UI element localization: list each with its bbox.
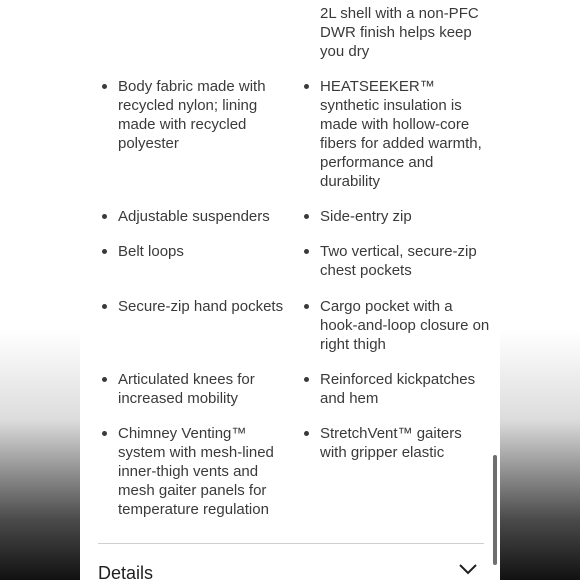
- feature-item-continued: [320, 4, 490, 61]
- feature-item-chimney-venting: [118, 424, 278, 519]
- bullet-icon: [304, 377, 309, 382]
- section-divider: [98, 543, 484, 544]
- background-edge-left: [0, 0, 80, 580]
- feature-item-cargo-pocket: [320, 297, 490, 354]
- details-accordion-label[interactable]: Details: [98, 563, 154, 583]
- feature-text: Articulated knees for increased mobility: [118, 371, 255, 407]
- bullet-icon: [304, 431, 309, 436]
- feature-text: Two vertical, secure-zip chest pockets: [320, 243, 477, 279]
- bullet-icon: [102, 377, 107, 382]
- feature-text: Belt loops: [118, 243, 184, 260]
- feature-text: Reinforced kickpatches and hem: [320, 371, 476, 407]
- feature-text: HEATSEEKER™ synthetic insulation is made with hollow-core fibers for added warmth, performance and durability: [320, 78, 482, 190]
- feature-item-kickpatches: [320, 370, 485, 408]
- feature-text: StretchVent™ gaiters with gripper elastic: [320, 425, 462, 461]
- bullet-icon: [102, 304, 107, 309]
- feature-item-stretchvent: [320, 424, 490, 462]
- bullet-icon: [304, 304, 309, 309]
- feature-text: Side-entry zip: [320, 208, 412, 225]
- background-edge-right: [500, 0, 580, 580]
- bullet-icon: [102, 431, 107, 436]
- feature-item-hand-pockets: [118, 297, 298, 316]
- bullet-icon: [304, 84, 309, 89]
- feature-item-heatseeker: [320, 77, 485, 191]
- feature-item-suspenders: [118, 207, 298, 226]
- feature-text: Adjustable suspenders: [118, 208, 270, 225]
- bullet-icon: [102, 84, 107, 89]
- chevron-down-icon[interactable]: [458, 562, 478, 576]
- feature-text: Secure-zip hand pockets: [118, 298, 284, 315]
- bullet-icon: [102, 249, 107, 254]
- bullet-icon: [304, 249, 309, 254]
- feature-text: Chimney Venting™ system with mesh-lined inner-thigh vents and mesh gaiter panels for temperature regulation: [118, 425, 274, 518]
- feature-text: Cargo pocket with a hook-and-loop closure on right thigh: [320, 298, 490, 353]
- feature-item-articulated-knees: [118, 370, 268, 408]
- feature-item-chest-pockets: [320, 242, 485, 280]
- feature-item-belt-loops: [118, 242, 298, 261]
- bullet-icon: [304, 214, 309, 219]
- scrollbar-thumb[interactable]: [493, 455, 497, 565]
- bullet-icon: [102, 214, 107, 219]
- feature-text: Body fabric made with recycled nylon; lining made with recycled polyester: [118, 78, 266, 152]
- feature-item-side-entry-zip: [320, 207, 485, 226]
- feature-text: 2L shell with a non-PFC DWR finish helps keep you dry: [320, 5, 479, 60]
- feature-item-body-fabric: [118, 77, 268, 153]
